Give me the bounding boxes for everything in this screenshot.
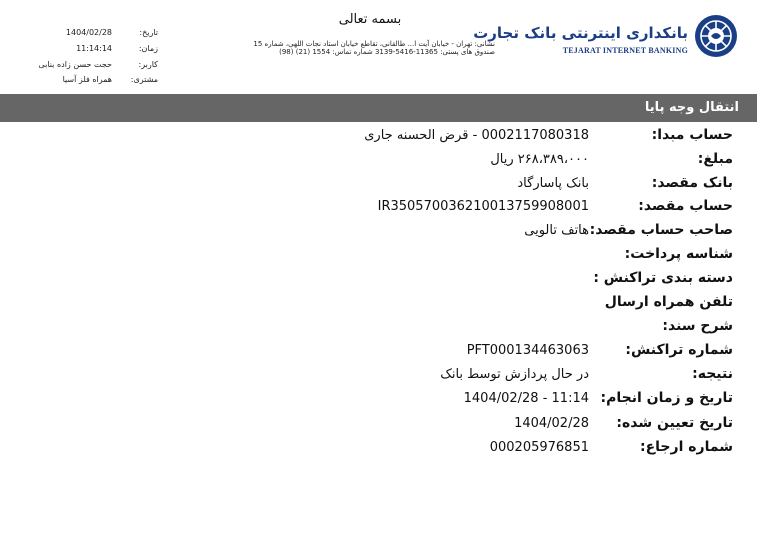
field-value: 1404/02/28 - 11:14 [463,391,589,406]
meta-label: مشتری: [130,75,158,84]
row-scheduled-date [0,415,757,437]
page-title: انتقال وجه پایا [644,100,739,115]
row-transaction-number [0,342,757,364]
bank-logo-text: بانکداری اینترنتی بانک تجارت [473,24,688,42]
meta-label: زمان: [138,44,158,53]
row-reference-number [0,439,757,461]
meta-label: تاریخ: [139,28,158,37]
field-label: دسته بندی تراکنش : [593,270,733,286]
field-value: ۲۶۸،۳۸۹،۰۰۰ ریال [490,152,589,167]
row-destination-account [0,198,757,220]
bank-logo-english: TEJARAT INTERNET BANKING [562,46,688,55]
field-label: حساب مقصد: [638,198,733,214]
field-label: تلفن همراه ارسال [604,294,733,310]
field-label: مبلغ: [697,151,733,167]
row-payment-id [0,246,757,268]
meta-row-customer [0,75,160,87]
field-value: 1404/02/28 [514,416,589,431]
field-value: 0002117080318 - قرض الحسنه جاری [364,128,589,143]
field-label: صاحب حساب مقصد: [589,222,733,238]
field-label: تاریخ و زمان انجام: [600,390,733,406]
row-destination-bank [0,175,757,197]
field-value: 000205976851 [489,440,589,455]
meta-label: کاربر: [138,60,158,69]
meta-row-time [0,44,160,56]
row-destination-owner [0,222,757,244]
row-result [0,366,757,388]
bank-contact: صندوق های پستی: 11365-5416-3139 شماره تماس: 1554 (21) (98) [279,48,495,56]
field-label: شرح سند: [662,318,733,334]
status-value: در حال پردازش توسط بانک [440,367,589,382]
field-label: شناسه پرداخت: [624,246,733,262]
meta-value: همراه فلز آسیا [62,75,112,84]
field-value: هاتف تالویی [524,223,589,238]
meta-value: 1404/02/28 [65,28,112,37]
basmala-heading: بسمه تعالی [338,12,402,27]
field-label: تاریخ تعیین شده: [616,415,733,431]
meta-value: حجت حسن زاده بنابی [38,60,112,69]
field-value: بانک پاسارگاد [517,176,589,191]
field-value: PFT000134463063 [466,343,589,358]
meta-value: 11:14:14 [76,44,112,53]
row-execution-datetime [0,390,757,412]
row-transaction-category [0,270,757,292]
row-source-account [0,127,757,149]
field-label: شماره تراکنش: [625,342,733,358]
field-label: نتیجه: [692,366,733,382]
field-label: شماره ارجاع: [640,439,733,455]
row-mobile-phone [0,294,757,316]
row-description [0,318,757,340]
field-label: حساب مبدا: [651,127,733,143]
bank-address: نشانی: تهران - خیابان آیت ا... طالقانی، تقاطع خیابان استاد نجات اللهی، شماره 15 [253,40,495,48]
field-value: IR350570036210013759908001 [377,199,589,214]
row-amount [0,151,757,173]
field-label: بانک مقصد: [651,175,733,191]
meta-row-date [0,28,160,40]
title-bar [0,94,757,122]
meta-row-user [0,60,160,72]
tejarat-emblem-icon [694,14,738,58]
